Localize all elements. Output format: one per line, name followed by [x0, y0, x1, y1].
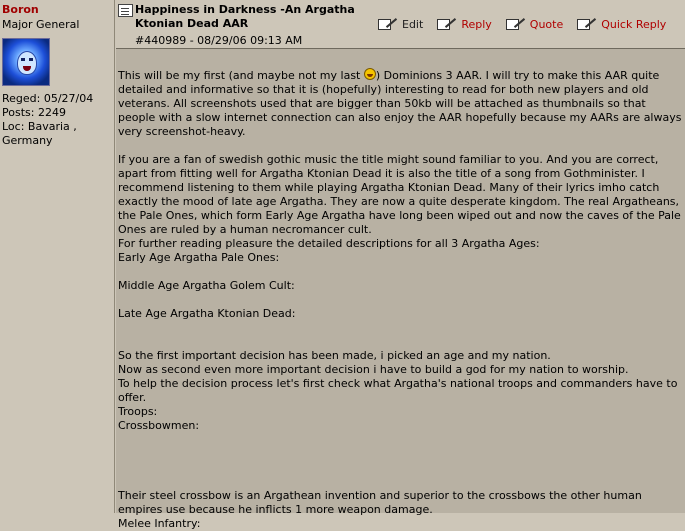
paragraph-music: If you are a fan of swedish gothic music the title might sound familiar to you. And you are correct, apart from fitting well for Argatha Ktonian Dead it is also the title of a song from Gothminister. I recommend listening to them while playing Argatha Ktonian Dead. Many of their lyrics imho catch exactly the mood of late age Argatha. They are now a quite desperate kingdom. The real Argatheans, the Pale Ones, which form Early Age Argatha have long been wiped out and now the caves of the Pale Ones are ruled by a human necromancer cult. [118, 153, 681, 236]
quick-reply-label: Quick Reply [601, 17, 667, 31]
late-age-label: Late Age Argatha Ktonian Dead: [118, 307, 296, 320]
post-header [116, 0, 685, 49]
author-username[interactable]: Boron [2, 3, 39, 16]
author-posts: Posts: 2249 [2, 106, 66, 119]
edit-icon [378, 16, 398, 32]
post-title: Happiness in Darkness -An Argatha Ktonian Dead AAR [135, 3, 355, 30]
author-location: Loc: Bavaria , [2, 120, 77, 133]
quick-reply-icon [577, 16, 597, 32]
edit-label: Edit [402, 17, 424, 31]
post-panel [116, 0, 685, 530]
paragraph-further-reading: For further reading pleasure the detailed descriptions for all 3 Argatha Ages: [118, 237, 540, 250]
quick-reply-button[interactable] [577, 16, 666, 32]
troops-label: Troops: [118, 405, 158, 418]
paragraph-intro: This will be my first (and maybe not my last ) Dominions 3 AAR. I will try to make this AAR quite detailed and informative so that it is (hopefully) interesting to read for both new players and old veterans. All screenshots used that are bigger than 50kb will be attached as thumbnails so that people with a slow internet connection can also enjoy the AAR hopefully because my AARs are always very screenshot-heavy. [118, 69, 682, 138]
grin-smiley-icon [364, 68, 376, 80]
quote-button[interactable] [506, 16, 563, 32]
paragraph-god: Now as second even more important decision i have to build a god for my nation to worship. [118, 363, 629, 376]
author-rank: Major General [2, 18, 80, 31]
reply-label: Reply [461, 17, 492, 31]
post-actions [378, 16, 680, 32]
middle-age-label: Middle Age Argatha Golem Cult: [118, 279, 295, 292]
author-meta [2, 92, 112, 148]
reply-button[interactable] [437, 16, 491, 32]
paragraph-crossbow: Their steel crossbow is an Argathean invention and superior to the crossbows the other human empires use because he inflicts 1 more weapon damage. [118, 489, 642, 516]
author-registered: Reged: 05/27/04 [2, 92, 94, 105]
paragraph-troops-intro: To help the decision process let's first check what Argatha's national troops and commanders have to offer. [118, 377, 678, 404]
avatar-face-icon [17, 51, 37, 75]
author-sidebar [0, 0, 115, 513]
avatar[interactable] [2, 38, 50, 86]
quote-label: Quote [529, 17, 564, 31]
post-icon [118, 4, 133, 17]
avatar-eye-icon [29, 58, 33, 61]
melee-infantry-label: Melee Infantry: [118, 517, 201, 530]
early-age-label: Early Age Argatha Pale Ones: [118, 251, 280, 264]
avatar-eye-icon [21, 58, 25, 61]
paragraph-decision: So the first important decision has been made, i picked an age and my nation. [118, 349, 551, 362]
reply-icon [437, 16, 457, 32]
edit-button[interactable] [378, 16, 423, 32]
post-body [116, 49, 685, 531]
quote-icon [506, 16, 526, 32]
post-id-date[interactable]: #440989 - 08/29/06 09:13 AM [135, 34, 303, 47]
crossbowmen-label: Crossbowmen: [118, 419, 200, 432]
author-location-country: Germany [2, 134, 53, 147]
